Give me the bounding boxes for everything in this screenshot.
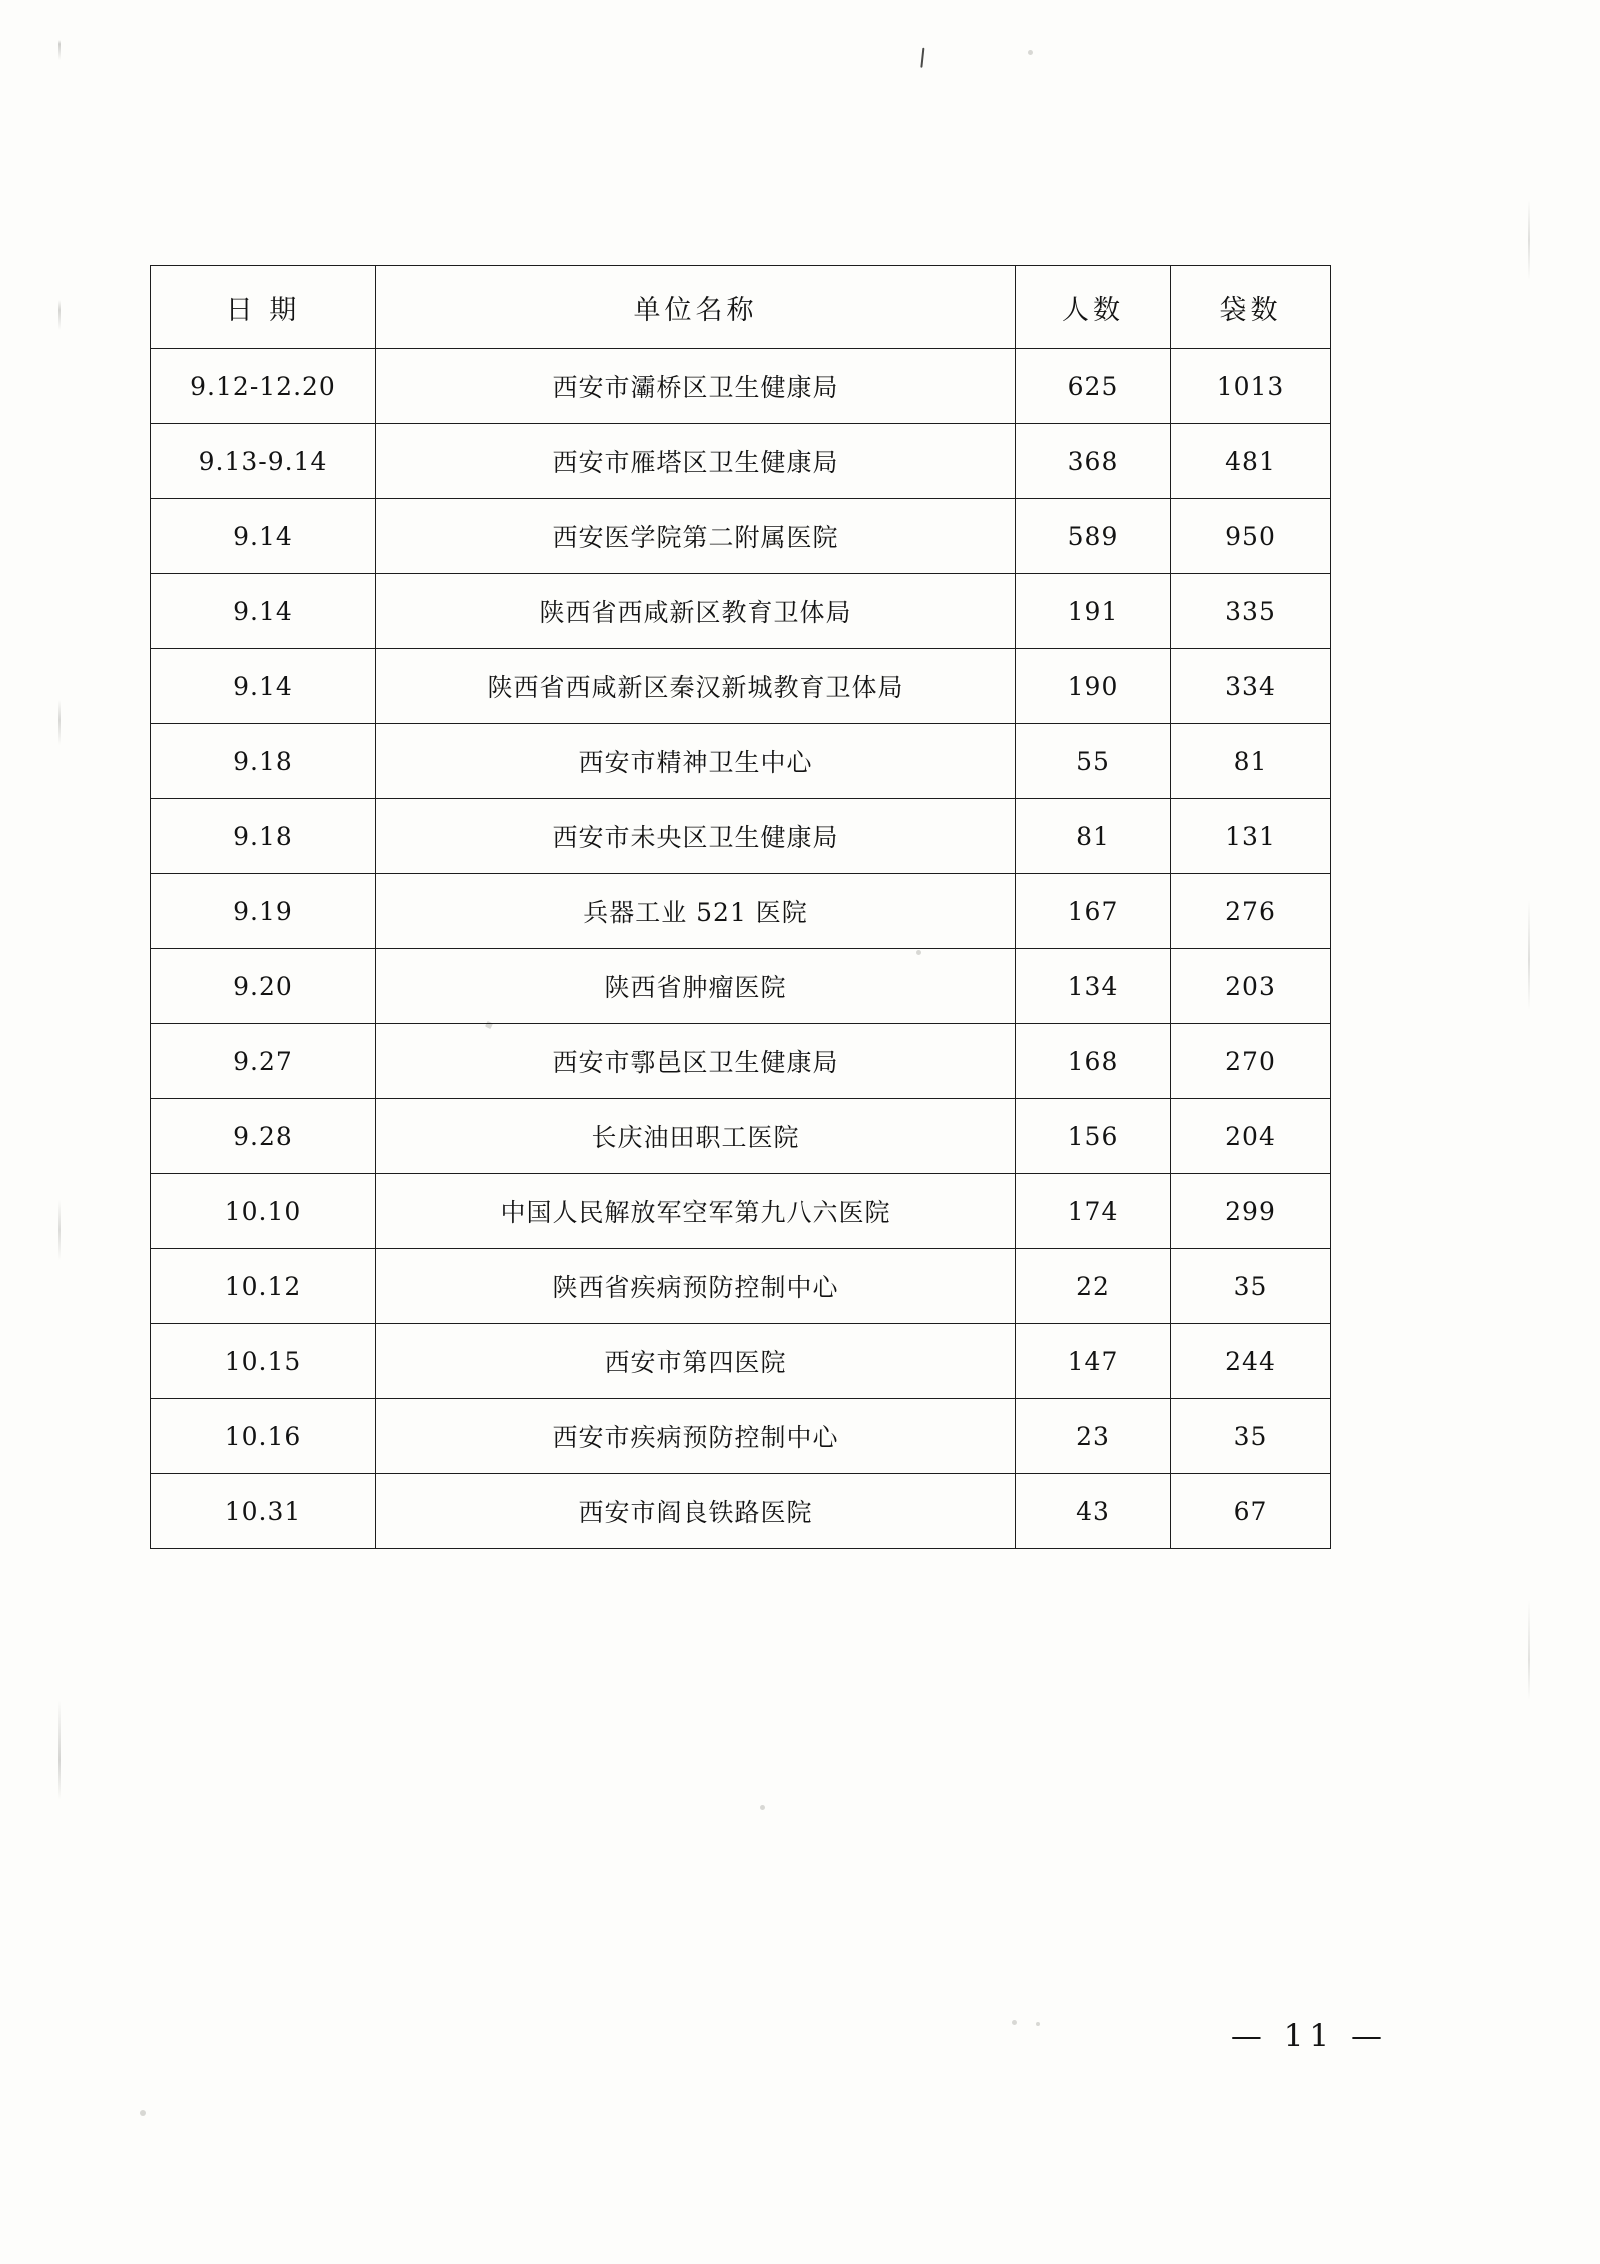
cell-bags: 335 [1171,574,1331,649]
cell-bags: 131 [1171,799,1331,874]
cell-date: 9.20 [151,949,376,1024]
cell-date: 9.18 [151,799,376,874]
cell-unit: 西安市灞桥区卫生健康局 [376,349,1016,424]
cell-bags: 81 [1171,724,1331,799]
cell-people: 168 [1016,1024,1171,1099]
cell-unit: 陕西省西咸新区教育卫体局 [376,574,1016,649]
table-row [151,574,1331,649]
cell-date: 9.14 [151,649,376,724]
cell-unit: 西安市雁塔区卫生健康局 [376,424,1016,499]
cell-people: 156 [1016,1099,1171,1174]
cell-bags: 204 [1171,1099,1331,1174]
column-header-people: 人数 [1016,266,1171,349]
cell-unit: 陕西省西咸新区秦汉新城教育卫体局 [376,649,1016,724]
scan-edge-noise-left [58,0,61,2264]
cell-unit: 兵器工业 521 医院 [376,874,1016,949]
cell-people: 191 [1016,574,1171,649]
cell-bags: 481 [1171,424,1331,499]
cell-date: 9.14 [151,574,376,649]
cell-bags: 950 [1171,499,1331,574]
cell-date: 9.18 [151,724,376,799]
cell-bags: 1013 [1171,349,1331,424]
cell-date: 10.31 [151,1474,376,1549]
scan-speck [760,1805,765,1810]
cell-date: 10.12 [151,1249,376,1324]
table-row [151,424,1331,499]
table-row [151,874,1331,949]
cell-unit: 西安市第四医院 [376,1324,1016,1399]
cell-people: 23 [1016,1399,1171,1474]
cell-bags: 334 [1171,649,1331,724]
cell-unit: 陕西省肿瘤医院 [376,949,1016,1024]
scan-edge-noise-right [1528,0,1530,2264]
table-row [151,649,1331,724]
table-row [151,1474,1331,1549]
cell-unit: 西安医学院第二附属医院 [376,499,1016,574]
donation-statistics-table [150,265,1331,1549]
table-row [151,1174,1331,1249]
cell-unit: 西安市鄠邑区卫生健康局 [376,1024,1016,1099]
scan-speck [1028,50,1033,55]
cell-bags: 35 [1171,1249,1331,1324]
cell-people: 368 [1016,424,1171,499]
cell-date: 9.28 [151,1099,376,1174]
table-row [151,799,1331,874]
page-number: — 11 — [1230,2018,1388,2054]
table-header-row [151,266,1331,349]
cell-unit: 长庆油田职工医院 [376,1099,1016,1174]
column-header-unit: 单位名称 [376,266,1016,349]
table-row [151,1324,1331,1399]
cell-people: 589 [1016,499,1171,574]
table-row [151,1249,1331,1324]
table-row [151,499,1331,574]
cell-unit: 西安市精神卫生中心 [376,724,1016,799]
cell-people: 43 [1016,1474,1171,1549]
cell-bags: 35 [1171,1399,1331,1474]
table-row [151,1099,1331,1174]
cell-date: 10.15 [151,1324,376,1399]
cell-people: 55 [1016,724,1171,799]
cell-date: 9.27 [151,1024,376,1099]
table-row [151,1399,1331,1474]
cell-bags: 244 [1171,1324,1331,1399]
cell-date: 9.13-9.14 [151,424,376,499]
table-row [151,949,1331,1024]
cell-date: 10.10 [151,1174,376,1249]
table-row [151,1024,1331,1099]
cell-bags: 299 [1171,1174,1331,1249]
cell-people: 134 [1016,949,1171,1024]
cell-people: 625 [1016,349,1171,424]
cell-unit: 陕西省疾病预防控制中心 [376,1249,1016,1324]
cell-date: 9.14 [151,499,376,574]
table-body [151,349,1331,1549]
cell-bags: 67 [1171,1474,1331,1549]
cell-unit: 西安市阎良铁路医院 [376,1474,1016,1549]
cell-date: 10.16 [151,1399,376,1474]
cell-unit: 西安市疾病预防控制中心 [376,1399,1016,1474]
cell-date: 9.12-12.20 [151,349,376,424]
table-row [151,349,1331,424]
table-row [151,724,1331,799]
cell-unit: 西安市未央区卫生健康局 [376,799,1016,874]
scan-speck [140,2110,146,2116]
cell-bags: 276 [1171,874,1331,949]
cell-unit: 中国人民解放军空军第九八六医院 [376,1174,1016,1249]
stray-ink-mark [913,46,933,71]
cell-people: 174 [1016,1174,1171,1249]
cell-people: 190 [1016,649,1171,724]
cell-people: 147 [1016,1324,1171,1399]
column-header-date: 日 期 [151,266,376,349]
cell-date: 9.19 [151,874,376,949]
cell-bags: 203 [1171,949,1331,1024]
cell-bags: 270 [1171,1024,1331,1099]
cell-people: 81 [1016,799,1171,874]
column-header-bags: 袋数 [1171,266,1331,349]
cell-people: 167 [1016,874,1171,949]
cell-people: 22 [1016,1249,1171,1324]
